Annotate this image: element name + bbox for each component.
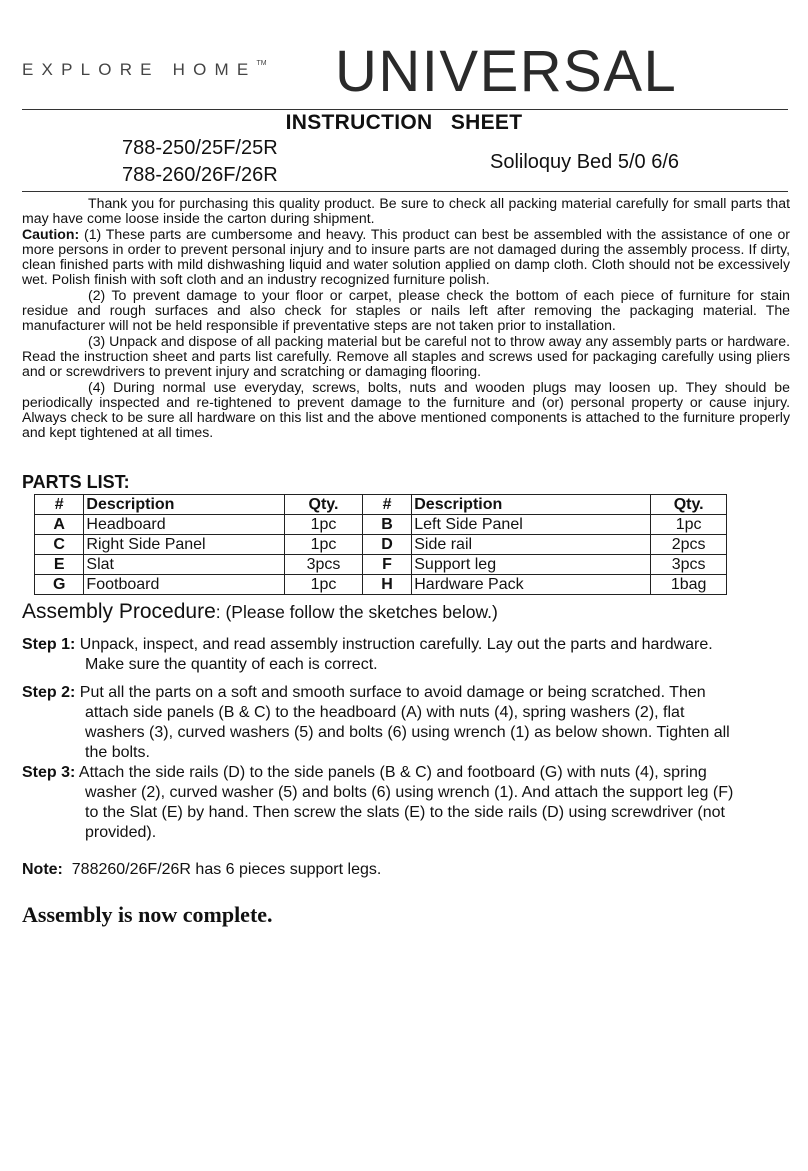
part-qty: 1pc [651, 515, 727, 535]
part-id: H [362, 575, 411, 595]
part-id: G [35, 575, 84, 595]
col-header-description: Description [84, 495, 285, 515]
trademark-mark: TM [256, 60, 267, 68]
col-header-qty-2: Qty. [651, 495, 727, 515]
part-description: Support leg [412, 555, 651, 575]
step-line: washers (3), curved washers (5) and bolts (6) using wrench (1) as below shown. Tighten all [85, 724, 730, 741]
parts-table [34, 494, 727, 595]
part-id: E [35, 555, 84, 575]
caution-paragraph-3: (3) Unpack and dispose of all packing material but be careful not to throw away any assembly parts or hardware. Read the instruction sheet and parts list carefully. Remove all staples and screws used for packaging carefully using pliers and or screwdrivers to prevent injury and scratching or damaging flooring. [22, 332, 790, 380]
completion-message: Assembly is now complete. [22, 902, 273, 927]
step-line [22, 683, 790, 703]
step-line: washer (2), curved washer (5) and bolts (6) using wrench (1). And attach the support leg (F) [85, 784, 734, 801]
assembly-subheading: : (Please follow the sketches below.) [215, 602, 498, 622]
part-qty: 3pcs [285, 555, 363, 575]
table-row [35, 515, 727, 535]
parts-list-heading: PARTS LIST: [22, 472, 130, 492]
note [22, 861, 381, 879]
col-header-id-2: # [362, 495, 411, 515]
step-label: Step 2: [22, 684, 76, 701]
part-qty: 2pcs [651, 535, 727, 555]
step-line: the bolts. [85, 744, 150, 761]
model-number-2: 788-260/26F/26R [122, 164, 278, 186]
step-3 [22, 763, 790, 843]
assembly-heading-text: Assembly Procedure [22, 600, 216, 623]
brand-tagline [22, 60, 267, 80]
part-description: Footboard [84, 575, 285, 595]
part-description: Slat [84, 555, 285, 575]
model-divider [22, 191, 788, 192]
step-line: Make sure the quantity of each is correct. [85, 656, 378, 673]
part-qty: 1pc [285, 535, 363, 555]
step-line [22, 763, 790, 783]
caution-paragraph-1 [22, 227, 790, 288]
model-number-1: 788-250/25F/25R [122, 137, 278, 159]
step-line [22, 635, 790, 655]
step-label: Step 1: [22, 636, 76, 653]
brand-logo: UNIVERSAL [335, 39, 678, 104]
step-line: to the Slat (E) by hand. Then screw the slats (E) to the side rails (D) using screwdriver (not [85, 804, 725, 821]
thank-you-paragraph: Thank you for purchasing this quality product. Be sure to check all packing material carefully for small parts that may have come loose inside the carton during shipment. [22, 195, 790, 227]
part-description: Hardware Pack [412, 575, 651, 595]
caution-text-1: (1) These parts are cumbersome and heavy. This product can best be assembled with the assistance of one or more persons in order to prevent personal injury and to insure parts are not damaged during the assembly process. If dirty, clean finished parts with mild dishwashing liquid and water solution applied on damp cloth. Cloth should not be excessively wet. Polish finish with soft cloth and an industry recognized furniture polish. [22, 225, 790, 288]
note-label: Note: [22, 861, 63, 878]
header-divider [22, 109, 788, 110]
part-id: B [362, 515, 411, 535]
part-id: C [35, 535, 84, 555]
step-2 [22, 683, 790, 763]
note-text: 788260/26F/26R has 6 pieces support legs. [62, 861, 382, 878]
sheet-title: INSTRUCTION SHEET [285, 111, 523, 134]
step-line: provided). [85, 824, 157, 841]
part-qty: 1bag [651, 575, 727, 595]
part-qty: 1pc [285, 575, 363, 595]
table-row [35, 575, 727, 595]
col-header-description-2: Description [412, 495, 651, 515]
step-line: attach side panels (B & C) to the headboard (A) with nuts (4), spring washers (2), flat [85, 704, 685, 721]
col-header-qty: Qty. [285, 495, 363, 515]
parts-table-header [35, 495, 727, 515]
caution-paragraph-2: (2) To prevent damage to your floor or carpet, please check the bottom of each piece of furniture for stain residue and rough surfaces and also check for staples or nails left after removing the packaging material. The manufacturer will not be held responsible if preventative steps are not taken prior to installation. [22, 286, 790, 334]
part-description: Right Side Panel [84, 535, 285, 555]
part-description: Left Side Panel [412, 515, 651, 535]
step-1 [22, 635, 790, 675]
product-name: Soliloquy Bed 5/0 6/6 [490, 151, 680, 173]
part-qty: 1pc [285, 515, 363, 535]
caution-paragraph-4: (4) During normal use everyday, screws, bolts, nuts and wooden plugs may loosen up. They should be periodically inspected and re-tightened to prevent damage to the furniture and (or) personal property or cause injury. Always check to be sure all hardware on this list and the above mentioned components is attached to the furniture properly and kept tightened at all times. [22, 378, 790, 441]
part-description: Headboard [84, 515, 285, 535]
intro-section [22, 196, 790, 441]
brand-tagline-text: EXPLORE HOME [22, 60, 257, 79]
assembly-heading [22, 600, 498, 624]
caution-label: Caution: [22, 225, 80, 242]
step-text: Unpack, inspect, and read assembly instruction carefully. Lay out the parts and hardware. [75, 636, 713, 653]
part-description: Side rail [412, 535, 651, 555]
part-id: D [362, 535, 411, 555]
part-id: F [362, 555, 411, 575]
step-label: Step 3: [22, 764, 76, 781]
col-header-id: # [35, 495, 84, 515]
part-id: A [35, 515, 84, 535]
table-row [35, 535, 727, 555]
part-qty: 3pcs [651, 555, 727, 575]
step-text: Put all the parts on a soft and smooth surface to avoid damage or being scratched. Then [75, 684, 706, 701]
table-row [35, 555, 727, 575]
step-text: Attach the side rails (D) to the side panels (B & C) and footboard (G) with nuts (4), spring [75, 764, 707, 781]
